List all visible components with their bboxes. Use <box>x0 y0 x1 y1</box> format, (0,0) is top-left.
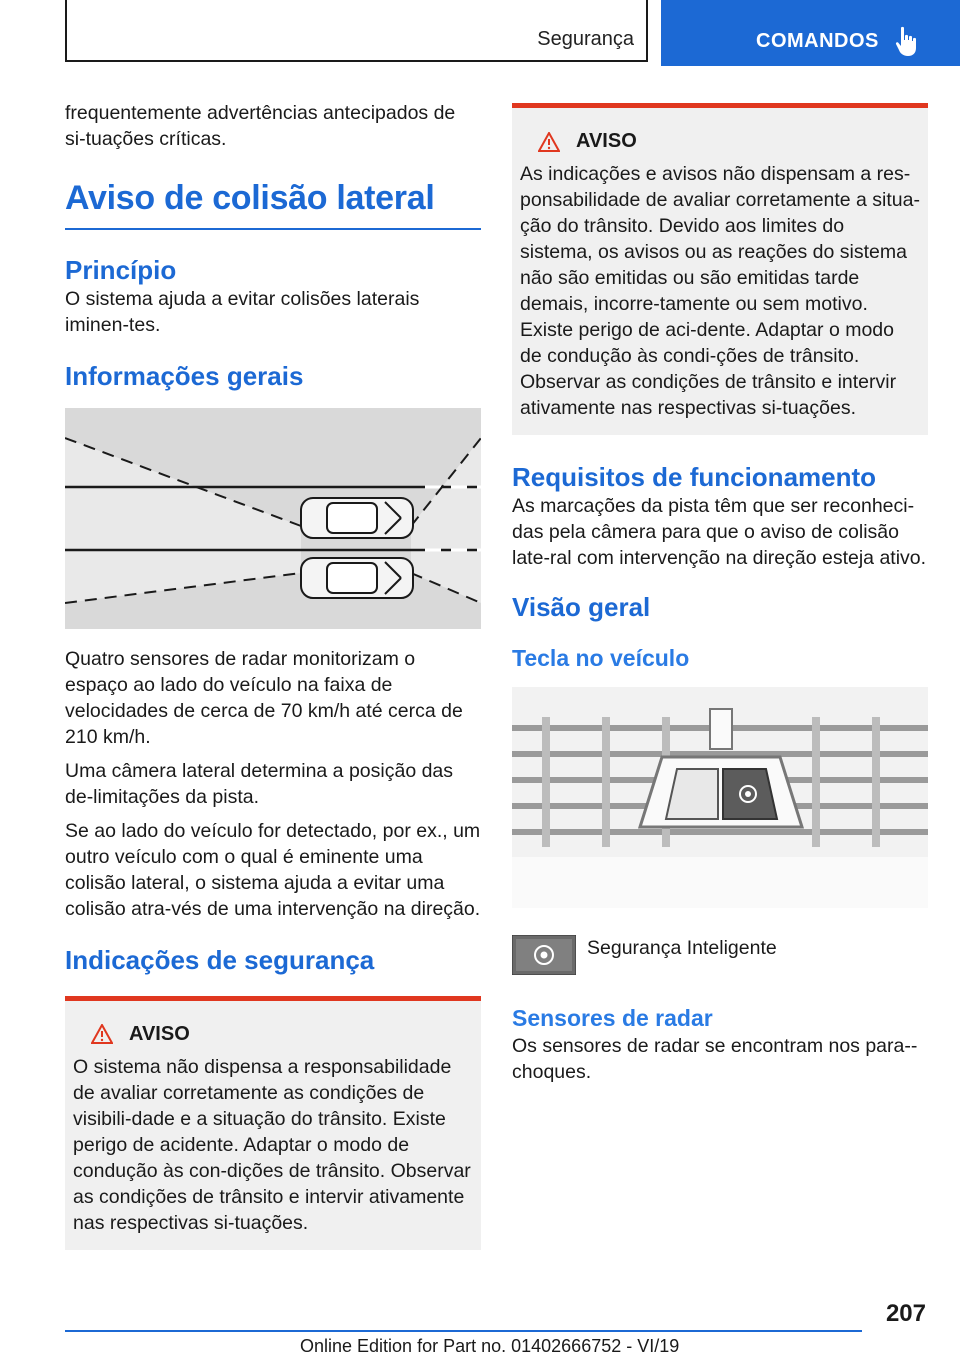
radar-heading: Sensores de radar <box>512 1005 713 1031</box>
requirements-text: As marcações da pista têm que ser reconheci-das pela câmera para que o aviso de colisão late-ral com intervenção na direção esteja ativo. <box>512 495 927 569</box>
warning-title-right: AVISO <box>576 130 637 152</box>
general-paragraph-1: Quatro sensores de radar monitorizam o espaço ao lado do veículo na faixa de velocidades de cerca de 70 km/h até cerca de 210 km/h. <box>65 647 463 748</box>
safety-heading: Indicações de segurança <box>65 944 375 975</box>
warning-triangle-icon <box>91 1024 113 1044</box>
header-section-box <box>65 0 648 62</box>
warning-box-left <box>65 996 481 1250</box>
button-heading: Tecla no veículo <box>512 645 690 671</box>
warning-text-left: O sistema não dispensa a responsabilidade de avaliar corretamente as condições de visibili-dade e a situação do trânsito. Existe perigo de acidente. Adaptar o modo de condução às con-dições de trânsito. Observar as condições de trânsito e intervir ativamente nas respectivas si-tuações. <box>73 1055 471 1234</box>
pointing-hand-icon <box>895 26 921 58</box>
overview-heading: Visão geral <box>512 592 651 622</box>
principle-heading: Princípio <box>65 254 177 285</box>
requirements-heading: Requisitos de funcionamento <box>512 462 877 492</box>
car-top <box>301 498 413 538</box>
page-title: Aviso de colisão lateral <box>65 179 435 217</box>
radar-text: Os sensores de radar se encontram nos para--choques. <box>512 1035 918 1083</box>
button-legend-row <box>512 935 928 975</box>
side-collision-diagram <box>65 408 481 629</box>
principle-text: O sistema ajuda a evitar colisões laterais iminen-tes. <box>65 287 420 336</box>
general-paragraph-2: Uma câmera lateral determina a posição das de-limitações da pista. <box>65 759 454 808</box>
left-column <box>65 100 481 1250</box>
button-caption: Segurança Inteligente <box>587 937 777 959</box>
page-number: 207 <box>885 1300 926 1327</box>
car-bottom <box>301 558 413 598</box>
intro-text: frequentemente advertências antecipados de si-tuações críticas. <box>65 102 456 150</box>
right-column <box>512 103 928 1093</box>
button-bezel <box>640 757 802 827</box>
warning-triangle-icon <box>538 132 560 152</box>
intelligent-safety-icon <box>512 935 576 975</box>
header-section-title: Segurança <box>537 28 634 50</box>
general-heading: Informações gerais <box>65 360 304 391</box>
general-paragraph-3: Se ao lado do veículo for detectado, por ex., um outro veículo com o qual é eminente uma colisão lateral, o sistema ajuda a evitar uma colisão atra-vés de uma intervenção na direção. <box>65 819 481 920</box>
warning-text-right: As indicações e avisos não dispensam a res-ponsabilidade de avaliar corretamente a situa-ção do trânsito. Devido aos limites do sistema, os avisos ou as reações do sistema não são emitidas ou são emitidas tarde demais, incorre-tamente ou sem motivo. Existe perigo de aci-dente. Adaptar o modo de condução às condi-ções de trânsito. Observar as condições de trânsito e intervir ativamente nas respectivas si-tuações. <box>520 163 920 419</box>
footer-rule <box>65 1330 862 1332</box>
footer-edition: Online Edition for Part no. 01402666752 - VI/19 <box>300 1336 680 1356</box>
title-rule <box>65 228 481 230</box>
vehicle-button-photo <box>512 687 928 908</box>
chapter-tab[interactable] <box>661 0 960 66</box>
chapter-tab-label: COMANDOS <box>756 30 879 52</box>
warning-title-left: AVISO <box>129 1022 190 1045</box>
warning-box-right <box>512 103 928 435</box>
